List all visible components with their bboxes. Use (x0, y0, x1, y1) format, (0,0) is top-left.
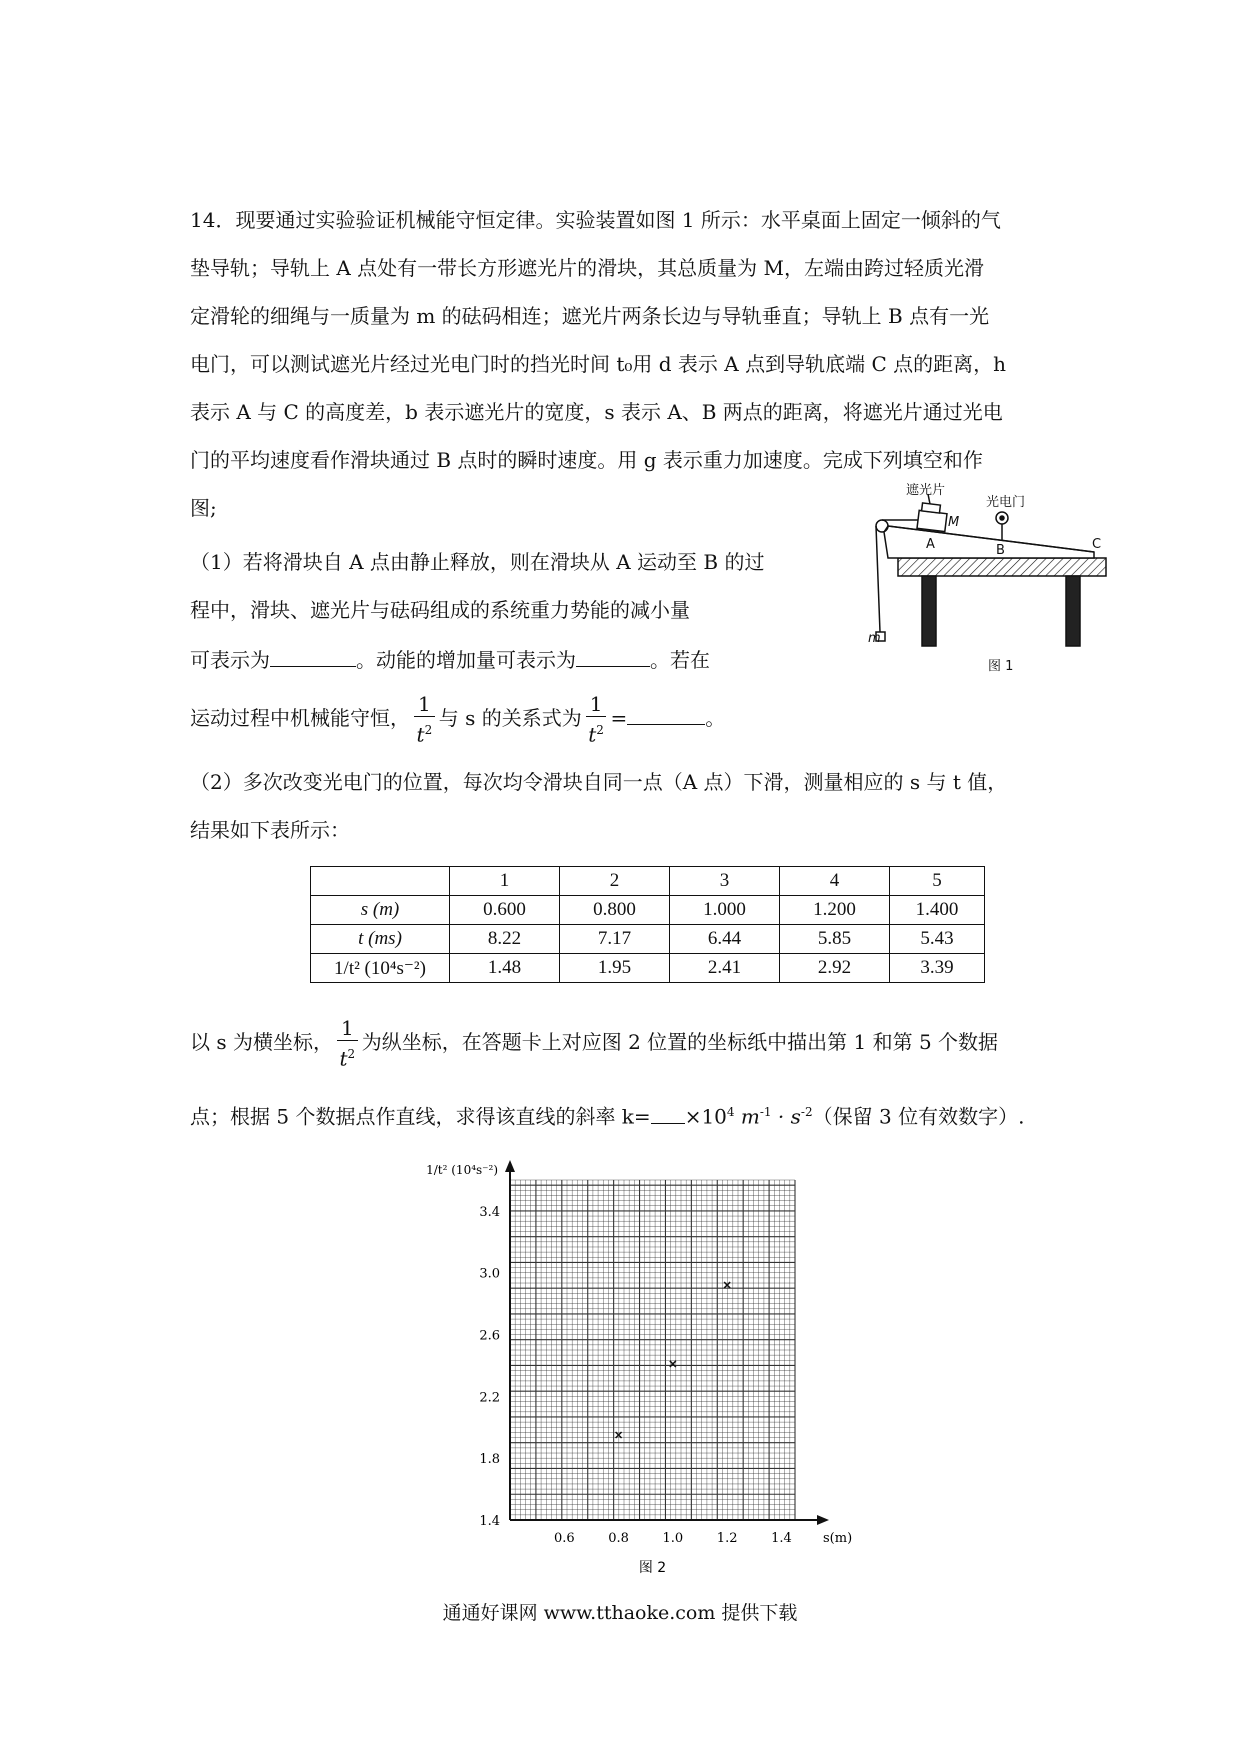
x-tick-label: 1.4 (771, 1531, 792, 1546)
y-tick-label: 2.6 (479, 1328, 500, 1344)
label-guangdianmen: 光电门 (986, 495, 1026, 510)
table-cell: 5.85 (780, 925, 890, 954)
x-tick-label: 0.6 (553, 1531, 575, 1546)
table-cell: 1.400 (890, 896, 985, 925)
fraction-1-over-t2-b: $\frac{1}{t^2}$ (586, 692, 607, 748)
table-header: 2 (560, 867, 670, 896)
part2-text-d: ×10 (684, 1104, 727, 1129)
table-header: 3 (670, 867, 780, 896)
table-leg-left (922, 576, 936, 646)
table-cell: 2.41 (670, 954, 780, 983)
label-C: C (1092, 537, 1102, 552)
table-cell: 1.200 (780, 896, 890, 925)
table-cell: 0.600 (450, 896, 560, 925)
string-vertical (876, 526, 880, 632)
part1-line-1: （1）若将滑块自 A 点由静止释放，则在滑块从 A 运动至 B 的过 (190, 550, 765, 574)
table-row (311, 925, 985, 954)
part2-line-1: （2）多次改变光电门的位置，每次均令滑块自同一点（A 点）下滑，测量相应的 s 与 t 值， (190, 770, 1008, 794)
part1-line-2: 程中，滑块、遮光片与砝码组成的系统重力势能的减小量 (190, 598, 690, 622)
question-line-4: 电门，可以测试遮光片经过光电门时的挡光时间 t₀用 d 表示 A 点到导轨底端 C 点的距离，h (190, 352, 1006, 376)
x-tick-label: 1.0 (662, 1531, 684, 1546)
data-table (310, 866, 985, 983)
part2-text-e: （保留 3 位有效数字）. (812, 1104, 1025, 1129)
table-cell: 1.48 (450, 954, 560, 983)
table-cell: 7.17 (560, 925, 670, 954)
question-line-6: 门的平均速度看作滑块通过 B 点时的瞬时速度。用 g 表示重力加速度。完成下列填空和作 (190, 448, 983, 472)
y-axis-label: 1/t² (10⁴s⁻²) (426, 1163, 498, 1177)
answer-blank-relation[interactable] (627, 704, 705, 725)
question-line-7: 图; (190, 496, 217, 520)
fraction-1-over-t2-c: $\frac{1}{t^2}$ (337, 1016, 358, 1072)
pulley (876, 520, 888, 532)
question-line-1: 14．现要通过实验验证机械能守恒定律。实验装置如图 1 所示：水平桌面上固定一倾斜的气 (190, 208, 1001, 232)
question-line-3: 定滑轮的细绳与一质量为 m 的砝码相连；遮光片两条长边与导轨垂直；导轨上 B 点有一光 (190, 304, 990, 328)
y-tick-label: 2.2 (479, 1390, 500, 1406)
part1-text-b: 。动能的增加量可表示为 (356, 648, 576, 672)
fraction-1-over-t2: $\frac{1}{t^2}$ (414, 692, 435, 748)
table-cell: 1.95 (560, 954, 670, 983)
part2-line-2: 结果如下表所示： (190, 818, 350, 842)
table-cell: 0.800 (560, 896, 670, 925)
x-axis-arrow (817, 1515, 829, 1525)
air-track (884, 526, 1094, 558)
y-tick-label: 1.4 (479, 1514, 500, 1529)
exp-s: -2 (800, 1105, 813, 1119)
part1-text-a: 可表示为 (190, 648, 270, 672)
row-label: t (ms) (311, 925, 450, 954)
table-header-row (311, 867, 985, 896)
exp-m: -1 (759, 1105, 772, 1119)
part2-text-a: 以 s 为横坐标， (190, 1030, 333, 1054)
part1-line-4 (190, 688, 725, 748)
answer-blank-kinetic[interactable] (576, 646, 650, 667)
y-axis-arrow (505, 1160, 515, 1172)
answer-blank-slope[interactable] (651, 1103, 685, 1124)
part1-text-c: 。若在 (650, 648, 710, 672)
figure-2-caption: 图 2 (638, 1560, 667, 1576)
table-cell: 1.000 (670, 896, 780, 925)
label-zheguangpian: 遮光片 (906, 483, 946, 498)
label-M: M (948, 515, 960, 530)
equals-sign: = (610, 706, 628, 730)
unit-s: · s (771, 1104, 801, 1129)
row-label: s (m) (311, 896, 450, 925)
table-header: 4 (780, 867, 890, 896)
table-top (898, 558, 1106, 576)
label-A: A (926, 537, 935, 552)
table-header: 1 (450, 867, 560, 896)
row-label: 1/t² (10⁴s⁻²) (311, 954, 450, 983)
table-corner (311, 867, 450, 896)
table-cell: 3.39 (890, 954, 985, 983)
figure-1-caption: 图 1 (988, 659, 1014, 674)
unit-m: m (734, 1104, 760, 1129)
label-B: B (996, 543, 1005, 558)
part2-text-b: 为纵坐标，在答题卡上对应图 2 位置的坐标纸中描出第 1 和第 5 个数据 (361, 1030, 999, 1054)
question-line-5: 表示 A 与 C 的高度差，b 表示遮光片的宽度，s 表示 A、B 两点的距离，将遮光片通过光电 (190, 400, 1003, 424)
slider-block (917, 510, 947, 531)
table-cell: 5.43 (890, 925, 985, 954)
part1-text-d: 运动过程中机械能守恒， (190, 706, 410, 730)
label-m: m (868, 631, 881, 646)
table-cell: 2.92 (780, 954, 890, 983)
figure-2-chart (426, 1150, 870, 1576)
table-row (311, 954, 985, 983)
exp-4: 4 (726, 1105, 735, 1119)
y-tick-label: 3.0 (479, 1266, 500, 1282)
x-axis-label: s(m) (823, 1531, 853, 1546)
table-cell: 6.44 (670, 925, 780, 954)
part1-text-e: 与 s 的关系式为 (438, 706, 582, 730)
part2-line-3 (190, 1012, 998, 1072)
figure-1-apparatus (868, 483, 1118, 680)
y-tick-label: 1.8 (479, 1452, 500, 1468)
y-tick-label: 3.4 (479, 1204, 500, 1220)
table-leg-right (1066, 576, 1080, 646)
part1-text-f: 。 (705, 706, 726, 730)
shading-plate (922, 503, 941, 513)
x-tick-label: 1.2 (716, 1531, 738, 1546)
part2-line-4 (190, 1098, 1024, 1131)
question-line-2: 垫导轨；导轨上 A 点处有一带长方形遮光片的滑块，其总质量为 M，左端由跨过轻质光滑 (190, 256, 984, 280)
part2-text-c: 点；根据 5 个数据点作直线，求得该直线的斜率 k= (190, 1104, 651, 1129)
table-cell: 8.22 (450, 925, 560, 954)
answer-blank-potential[interactable] (270, 646, 356, 667)
x-tick-label: 0.8 (608, 1531, 629, 1546)
part1-line-3 (190, 646, 710, 674)
footer: 通通好课网 www.tthaoke.com 提供下载 (442, 1602, 798, 1624)
table-header: 5 (890, 867, 985, 896)
table-row (311, 896, 985, 925)
